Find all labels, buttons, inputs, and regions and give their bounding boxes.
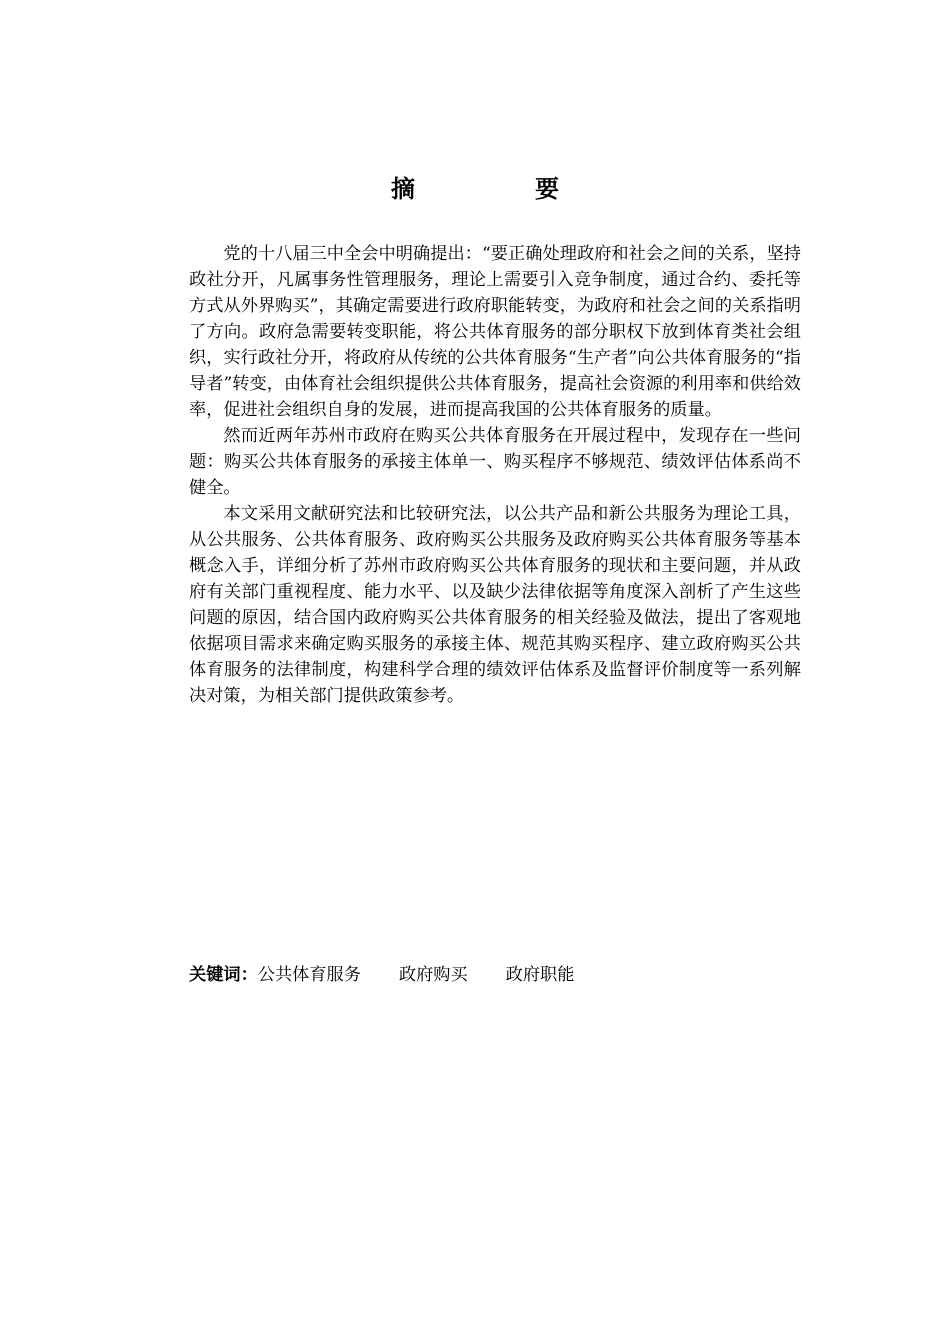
keyword-item: 公共体育服务: [257, 965, 361, 985]
abstract-body: [189, 241, 801, 709]
keyword-item: 政府购买: [398, 965, 468, 985]
abstract-paragraph-2: 然而近两年苏州市政府在购买公共体育服务在开展过程中，发现存在一些问题：购买公共体育服务的承接主体单一、购买程序不够规范、绩效评估体系尚不健全。: [189, 426, 801, 498]
abstract-title: 摘 要: [391, 175, 607, 203]
keywords-label: 关键词：: [189, 965, 258, 985]
keywords-line: [189, 961, 801, 989]
abstract-paragraph-1: 党的十八届三中全会中明确提出：“要正确处理政府和社会之间的关系，坚持政社分开，凡属事务性管理服务，理论上需要引入竞争制度，通过合约、委托等方式从外界购买”，其确定需要进行政府职能转变，为政府和社会之间的关系指明了方向。政府急需要转变职能，将公共体育服务的部分职权下放到体育类社会组织，实行政社分开，将政府从传统的公共体育服务“生产者”向公共体育服务的“指导者”转变，由体育社会组织提供公共体育服务，提高社会资源的利用率和供给效率，促进社会组织自身的发展，进而提高我国的公共体育服务的质量。: [189, 244, 801, 420]
keyword-item: 政府职能: [505, 965, 575, 985]
abstract-paragraph-3: 本文采用文献研究法和比较研究法，以公共产品和新公共服务为理论工具，从公共服务、公共体育服务、政府购买公共服务及政府购买公共体育服务等基本概念入手，详细分析了苏州市政府购买公共体育服务的现状和主要问题，并从政府有关部门重视程度、能力水平、以及缺少法律依据等角度深入剖析了产生这些问题的原因，结合国内政府购买公共体育服务的相关经验及做法，提出了客观地依据项目需求来确定购买服务的承接主体、规范其购买程序、建立政府购买公共体育服务的法律制度，构建科学合理的绩效评估体系及监督评价制度等一系列解决对策，为相关部门提供政策参考。: [189, 504, 801, 706]
